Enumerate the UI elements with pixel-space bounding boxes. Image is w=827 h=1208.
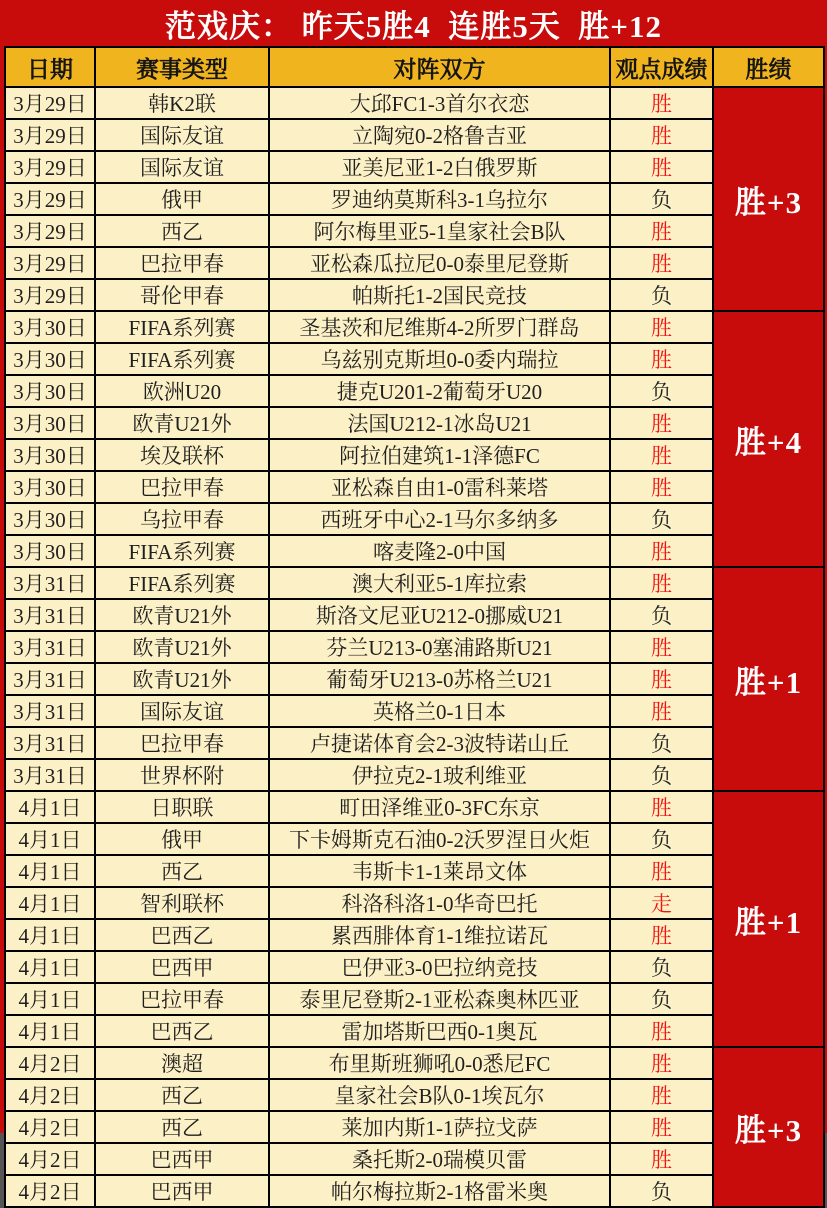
table-row [5,279,824,311]
table-row [5,407,824,439]
page-title: 范戏庆： 昨天5胜4 连胜5天 胜+12 [165,8,662,44]
match-cell: 布里斯班狮吼0-0悉尼FC [269,1047,610,1079]
result-cell: 胜 [610,311,713,343]
date-cell: 3月29日 [5,279,95,311]
date-cell: 3月31日 [5,631,95,663]
table-row [5,887,824,919]
match-cell: 斯洛文尼亚U212-0挪威U21 [269,599,610,631]
match-cell: 罗迪纳莫斯科3-1乌拉尔 [269,183,610,215]
result-cell: 负 [610,183,713,215]
streak-cell: 胜+3 [713,87,824,311]
header-date: 日期 [5,47,95,87]
date-cell: 3月30日 [5,407,95,439]
result-cell: 胜 [610,695,713,727]
match-cell: 亚松森瓜拉尼0-0泰里尼登斯 [269,247,610,279]
league-cell: 国际友谊 [95,695,269,727]
match-cell: 立陶宛0-2格鲁吉亚 [269,119,610,151]
table-row [5,663,824,695]
table-row [5,1143,824,1175]
date-cell: 4月1日 [5,887,95,919]
header-league: 赛事类型 [95,47,269,87]
match-cell: 莱加内斯1-1萨拉戈萨 [269,1111,610,1143]
match-cell: 圣基茨和尼维斯4-2所罗门群岛 [269,311,610,343]
league-cell: 智利联杯 [95,887,269,919]
match-cell: 捷克U201-2葡萄牙U20 [269,375,610,407]
table-row [5,1175,824,1207]
league-cell: 巴西乙 [95,919,269,951]
date-cell: 4月1日 [5,791,95,823]
date-cell: 4月2日 [5,1175,95,1207]
date-cell: 4月1日 [5,919,95,951]
league-cell: 巴西乙 [95,1015,269,1047]
table-row [5,567,824,599]
league-cell: 巴拉甲春 [95,471,269,503]
result-cell: 胜 [610,151,713,183]
match-cell: 亚松森自由1-0雷科莱塔 [269,471,610,503]
date-cell: 3月29日 [5,215,95,247]
result-cell: 胜 [610,247,713,279]
result-cell: 负 [610,983,713,1015]
date-cell: 4月1日 [5,1015,95,1047]
league-cell: 埃及联杯 [95,439,269,471]
table-row [5,791,824,823]
league-cell: 巴拉甲春 [95,727,269,759]
header-match: 对阵双方 [269,47,610,87]
result-cell: 负 [610,759,713,791]
table-row [5,823,824,855]
table-row [5,631,824,663]
match-cell: 阿拉伯建筑1-1泽德FC [269,439,610,471]
match-cell: 韦斯卡1-1莱昂文体 [269,855,610,887]
match-cell: 桑托斯2-0瑞模贝雷 [269,1143,610,1175]
league-cell: 欧青U21外 [95,407,269,439]
result-cell: 胜 [610,471,713,503]
match-cell: 町田泽维亚0-3FC东京 [269,791,610,823]
match-cell: 阿尔梅里亚5-1皇家社会B队 [269,215,610,247]
table-row [5,247,824,279]
date-cell: 4月1日 [5,855,95,887]
match-cell: 巴伊亚3-0巴拉纳竞技 [269,951,610,983]
header-streak: 胜绩 [713,47,824,87]
table-row [5,151,824,183]
table-row [5,503,824,535]
result-cell: 负 [610,823,713,855]
match-cell: 法国U212-1冰岛U21 [269,407,610,439]
date-cell: 3月30日 [5,311,95,343]
match-cell: 芬兰U213-0塞浦路斯U21 [269,631,610,663]
match-cell: 下卡姆斯克石油0-2沃罗涅日火炬 [269,823,610,855]
date-cell: 3月30日 [5,439,95,471]
league-cell: 日职联 [95,791,269,823]
league-cell: 巴拉甲春 [95,247,269,279]
streak-cell: 胜+1 [713,791,824,1047]
league-cell: 西乙 [95,855,269,887]
match-cell: 皇家社会B队0-1埃瓦尔 [269,1079,610,1111]
result-cell: 胜 [610,1111,713,1143]
result-cell: 胜 [610,919,713,951]
date-cell: 3月31日 [5,759,95,791]
league-cell: 国际友谊 [95,151,269,183]
result-cell: 胜 [610,407,713,439]
league-cell: FIFA系列赛 [95,311,269,343]
match-cell: 卢捷诺体育会2-3波特诺山丘 [269,727,610,759]
league-cell: 巴西甲 [95,1175,269,1207]
result-cell: 负 [610,375,713,407]
result-cell: 负 [610,599,713,631]
table-row [5,1079,824,1111]
result-cell: 胜 [610,343,713,375]
streak-cell: 胜+3 [713,1047,824,1207]
match-cell: 伊拉克2-1玻利维亚 [269,759,610,791]
date-cell: 3月31日 [5,663,95,695]
date-cell: 3月29日 [5,151,95,183]
table-row [5,375,824,407]
results-table [4,46,825,1208]
date-cell: 3月31日 [5,599,95,631]
match-cell: 喀麦隆2-0中国 [269,535,610,567]
table-row [5,855,824,887]
league-cell: 巴拉甲春 [95,983,269,1015]
table-row [5,215,824,247]
table-row [5,695,824,727]
date-cell: 3月31日 [5,695,95,727]
result-cell: 胜 [610,535,713,567]
result-cell: 走 [610,887,713,919]
table-row [5,471,824,503]
header-result: 观点成绩 [610,47,713,87]
league-cell: FIFA系列赛 [95,343,269,375]
table-row [5,919,824,951]
match-cell: 帕尔梅拉斯2-1格雷米奥 [269,1175,610,1207]
date-cell: 3月30日 [5,343,95,375]
table-row [5,599,824,631]
date-cell: 3月29日 [5,119,95,151]
date-cell: 4月2日 [5,1143,95,1175]
table-row [5,119,824,151]
league-cell: 国际友谊 [95,119,269,151]
match-cell: 西班牙中心2-1马尔多纳多 [269,503,610,535]
date-cell: 3月31日 [5,567,95,599]
result-cell: 胜 [610,791,713,823]
league-cell: 韩K2联 [95,87,269,119]
result-cell: 胜 [610,1079,713,1111]
date-cell: 3月30日 [5,375,95,407]
date-cell: 3月29日 [5,247,95,279]
league-cell: 西乙 [95,215,269,247]
date-cell: 3月29日 [5,87,95,119]
table-row [5,727,824,759]
match-cell: 英格兰0-1日本 [269,695,610,727]
result-cell: 负 [610,503,713,535]
result-cell: 负 [610,1175,713,1207]
match-cell: 科洛科洛1-0华奇巴托 [269,887,610,919]
streak-cell: 胜+4 [713,311,824,567]
result-cell: 胜 [610,439,713,471]
league-cell: 欧青U21外 [95,599,269,631]
result-cell: 胜 [610,87,713,119]
result-cell: 胜 [610,119,713,151]
league-cell: 欧洲U20 [95,375,269,407]
date-cell: 3月30日 [5,535,95,567]
league-cell: 世界杯附 [95,759,269,791]
table-row [5,951,824,983]
league-cell: 欧青U21外 [95,663,269,695]
date-cell: 4月2日 [5,1047,95,1079]
match-cell: 亚美尼亚1-2白俄罗斯 [269,151,610,183]
date-cell: 3月30日 [5,503,95,535]
league-cell: 俄甲 [95,823,269,855]
league-cell: 澳超 [95,1047,269,1079]
league-cell: 西乙 [95,1079,269,1111]
table-row [5,983,824,1015]
match-cell: 澳大利亚5-1库拉索 [269,567,610,599]
date-cell: 4月1日 [5,951,95,983]
match-cell: 雷加塔斯巴西0-1奥瓦 [269,1015,610,1047]
result-cell: 负 [610,279,713,311]
result-cell: 胜 [610,1047,713,1079]
table-row [5,535,824,567]
table-row [5,439,824,471]
match-cell: 大邱FC1-3首尔衣恋 [269,87,610,119]
match-cell: 累西腓体育1-1维拉诺瓦 [269,919,610,951]
result-cell: 负 [610,727,713,759]
result-cell: 胜 [610,1143,713,1175]
result-cell: 胜 [610,1015,713,1047]
league-cell: 西乙 [95,1111,269,1143]
match-cell: 乌兹别克斯坦0-0委内瑞拉 [269,343,610,375]
date-cell: 3月29日 [5,183,95,215]
league-cell: 巴西甲 [95,951,269,983]
table-row [5,1015,824,1047]
date-cell: 4月1日 [5,983,95,1015]
streak-cell: 胜+1 [713,567,824,791]
table-row [5,183,824,215]
result-cell: 胜 [610,567,713,599]
date-cell: 4月2日 [5,1079,95,1111]
date-cell: 4月2日 [5,1111,95,1143]
header-row [5,47,824,87]
table-row [5,311,824,343]
result-cell: 胜 [610,855,713,887]
result-cell: 胜 [610,663,713,695]
league-cell: 哥伦甲春 [95,279,269,311]
league-cell: 巴西甲 [95,1143,269,1175]
result-cell: 负 [610,951,713,983]
table-row [5,1047,824,1079]
match-cell: 帕斯托1-2国民竞技 [269,279,610,311]
table-row [5,759,824,791]
table-row [5,87,824,119]
league-cell: 乌拉甲春 [95,503,269,535]
table-row [5,1111,824,1143]
date-cell: 3月31日 [5,727,95,759]
match-cell: 泰里尼登斯2-1亚松森奥林匹亚 [269,983,610,1015]
match-cell: 葡萄牙U213-0苏格兰U21 [269,663,610,695]
league-cell: FIFA系列赛 [95,567,269,599]
result-cell: 胜 [610,215,713,247]
date-cell: 4月1日 [5,823,95,855]
date-cell: 3月30日 [5,471,95,503]
league-cell: FIFA系列赛 [95,535,269,567]
result-cell: 胜 [610,631,713,663]
league-cell: 俄甲 [95,183,269,215]
table-row [5,343,824,375]
league-cell: 欧青U21外 [95,631,269,663]
